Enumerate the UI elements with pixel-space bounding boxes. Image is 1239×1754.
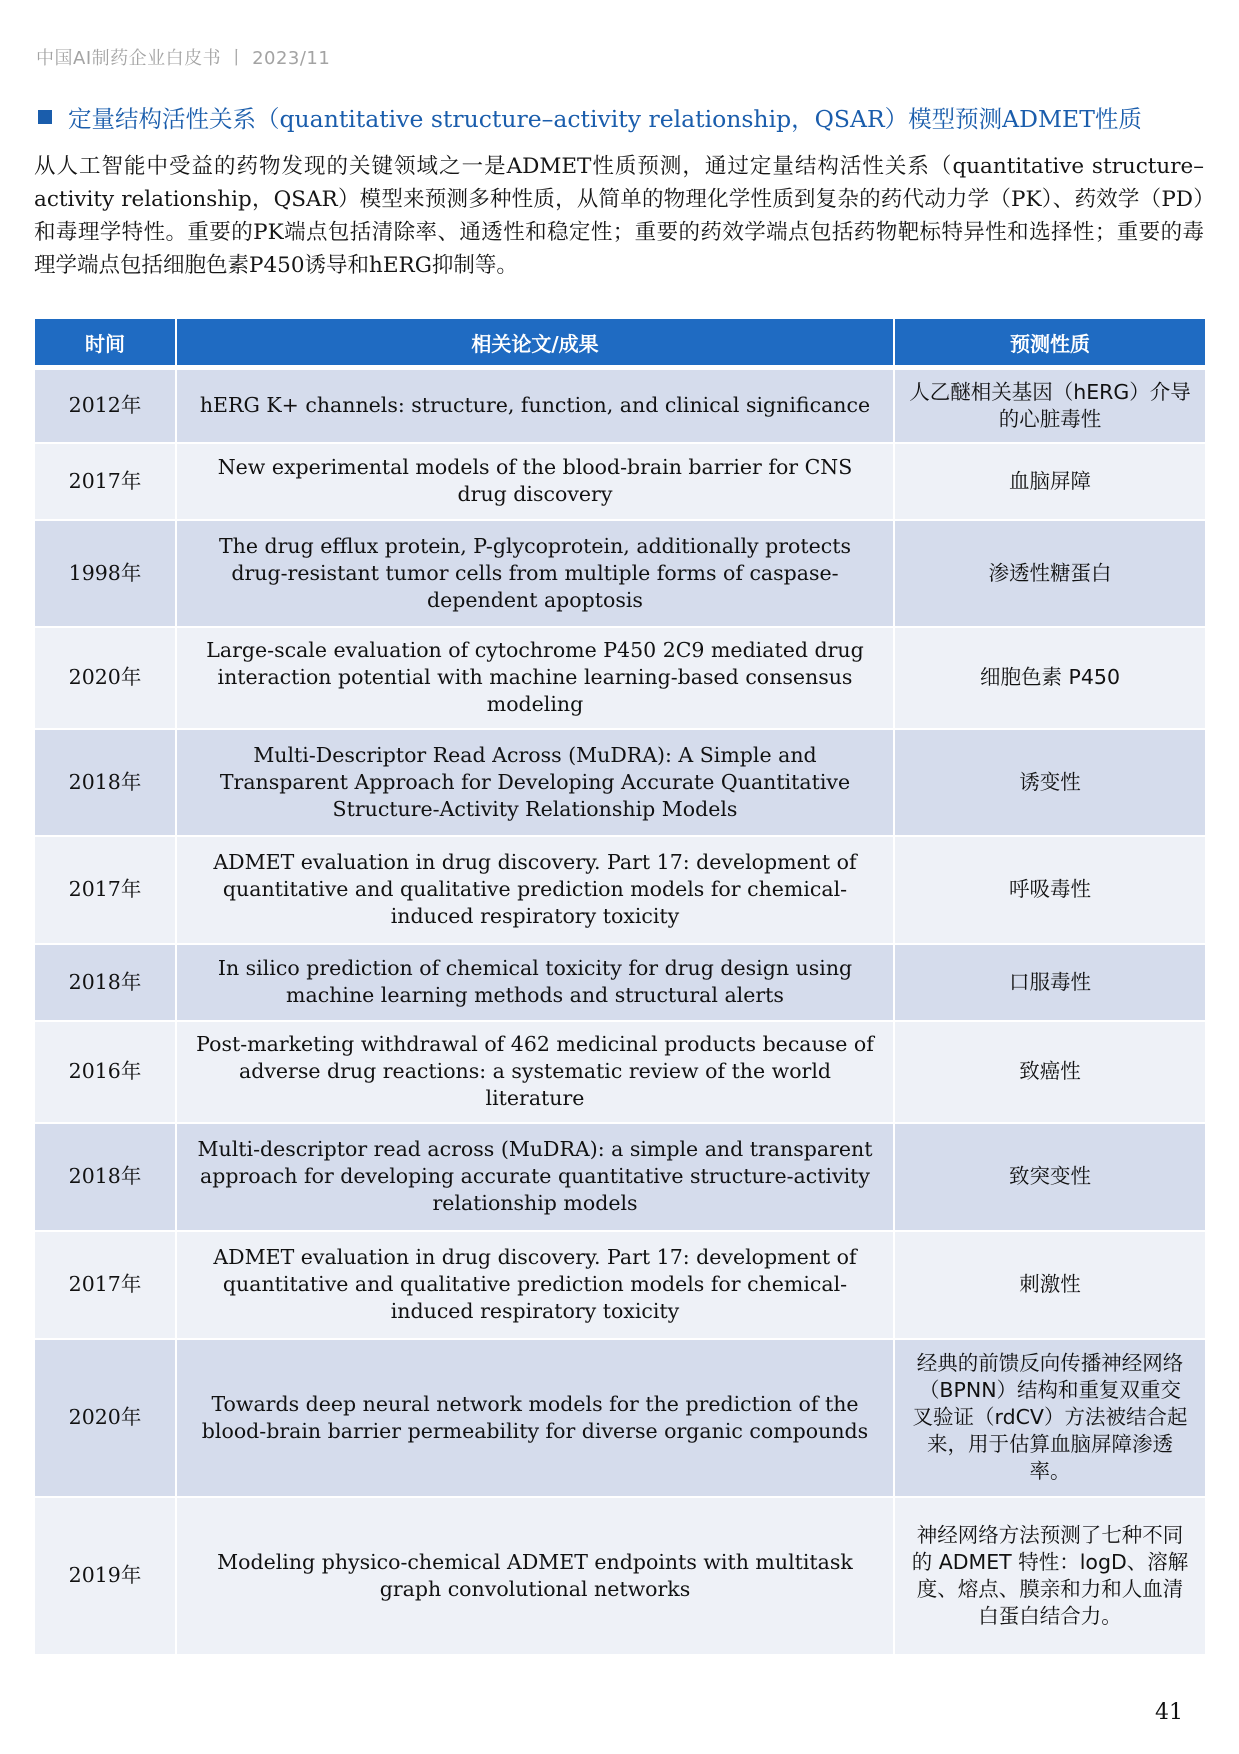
table-row bbox=[34, 443, 1206, 520]
page-header: 中国AI制药企业白皮书 丨 2023/11 bbox=[36, 48, 331, 69]
table-header-row bbox=[34, 319, 1206, 368]
cell-paper: Multi-descriptor read across (MuDRA): a simple and transparent approach for developing accurate quantitative structure-activity relationship models bbox=[176, 1123, 894, 1231]
cell-property: 刺激性 bbox=[894, 1231, 1206, 1339]
cell-property: 渗透性糖蛋白 bbox=[894, 520, 1206, 627]
cell-property: 细胞色素 P450 bbox=[894, 627, 1206, 729]
cell-paper: ADMET evaluation in drug discovery. Part 17: development of quantitative and qualitative prediction models for chemical-induced respiratory toxicity bbox=[176, 1231, 894, 1339]
cell-year: 2012年 bbox=[34, 368, 176, 443]
page-number: 41 bbox=[1155, 1700, 1183, 1725]
header-paper: 相关论文/成果 bbox=[176, 319, 894, 368]
cell-paper: hERG K+ channels: structure, function, and clinical significance bbox=[176, 368, 894, 443]
cell-year: 2018年 bbox=[34, 1123, 176, 1231]
cell-paper: New experimental models of the blood-brain barrier for CNS drug discovery bbox=[176, 443, 894, 520]
cell-year: 2017年 bbox=[34, 1231, 176, 1339]
admet-table bbox=[33, 319, 1207, 1656]
cell-year: 1998年 bbox=[34, 520, 176, 627]
table-row bbox=[34, 1021, 1206, 1123]
cell-property: 诱变性 bbox=[894, 729, 1206, 836]
bullet-square-icon bbox=[38, 110, 52, 124]
cell-property: 经典的前馈反向传播神经网络（BPNN）结构和重复双重交叉验证（rdCV）方法被结合起来，用于估算血脑屏障渗透率。 bbox=[894, 1339, 1206, 1497]
table-row bbox=[34, 1231, 1206, 1339]
cell-property: 血脑屏障 bbox=[894, 443, 1206, 520]
cell-year: 2016年 bbox=[34, 1021, 176, 1123]
cell-paper: The drug efflux protein, P-glycoprotein, additionally protects drug-resistant tumor cells from multiple forms of caspase-dependent apoptosis bbox=[176, 520, 894, 627]
cell-paper: Post-marketing withdrawal of 462 medicinal products because of adverse drug reactions: a systematic review of the world literature bbox=[176, 1021, 894, 1123]
table-row bbox=[34, 944, 1206, 1021]
section-title bbox=[38, 100, 1208, 134]
cell-paper: Towards deep neural network models for the prediction of the blood-brain barrier permeability for diverse organic compounds bbox=[176, 1339, 894, 1497]
cell-property: 致癌性 bbox=[894, 1021, 1206, 1123]
table-row bbox=[34, 836, 1206, 944]
cell-property: 口服毒性 bbox=[894, 944, 1206, 1021]
cell-paper: Multi-Descriptor Read Across (MuDRA): A Simple and Transparent Approach for Developing Accurate Quantitative Structure-Activity Relationship Models bbox=[176, 729, 894, 836]
cell-paper: In silico prediction of chemical toxicity for drug design using machine learning methods and structural alerts bbox=[176, 944, 894, 1021]
section-title-text: 定量结构活性关系（quantitative structure–activity relationship，QSAR）模型预测ADMET性质 bbox=[68, 105, 1142, 133]
cell-year: 2018年 bbox=[34, 729, 176, 836]
table-row bbox=[34, 1339, 1206, 1497]
cell-paper: Modeling physico-chemical ADMET endpoints with multitask graph convolutional networks bbox=[176, 1497, 894, 1655]
cell-property: 呼吸毒性 bbox=[894, 836, 1206, 944]
table-row bbox=[34, 368, 1206, 443]
cell-property: 致突变性 bbox=[894, 1123, 1206, 1231]
cell-year: 2018年 bbox=[34, 944, 176, 1021]
cell-year: 2019年 bbox=[34, 1497, 176, 1655]
cell-year: 2020年 bbox=[34, 627, 176, 729]
cell-paper: Large-scale evaluation of cytochrome P450 2C9 mediated drug interaction potential with machine learning-based consensus modeling bbox=[176, 627, 894, 729]
table-row bbox=[34, 729, 1206, 836]
table-row bbox=[34, 1497, 1206, 1655]
cell-property: 神经网络方法预测了七种不同的 ADMET 特性：logD、溶解度、熔点、膜亲和力和人血清白蛋白结合力。 bbox=[894, 1497, 1206, 1655]
header-property: 预测性质 bbox=[894, 319, 1206, 368]
cell-year: 2020年 bbox=[34, 1339, 176, 1497]
table-row bbox=[34, 627, 1206, 729]
cell-year: 2017年 bbox=[34, 443, 176, 520]
cell-property: 人乙醚相关基因（hERG）介导的心脏毒性 bbox=[894, 368, 1206, 443]
header-time: 时间 bbox=[34, 319, 176, 368]
cell-year: 2017年 bbox=[34, 836, 176, 944]
table-row bbox=[34, 1123, 1206, 1231]
cell-paper: ADMET evaluation in drug discovery. Part 17: development of quantitative and qualitative prediction models for chemical-induced respiratory toxicity bbox=[176, 836, 894, 944]
table-row bbox=[34, 520, 1206, 627]
intro-paragraph: 从人工智能中受益的药物发现的关键领域之一是ADMET性质预测，通过定量结构活性关系（quantitative structure–activity relationship，QSAR）模型来预测多种性质，从简单的物理化学性质到复杂的药代动力学（PK）、药效学（PD）和毒理学特性。重要的PK端点包括清除率、通透性和稳定性；重要的药效学端点包括药物靶标特异性和选择性；重要的毒理学端点包括细胞色素P450诱导和hERG抑制等。 bbox=[34, 154, 1204, 278]
